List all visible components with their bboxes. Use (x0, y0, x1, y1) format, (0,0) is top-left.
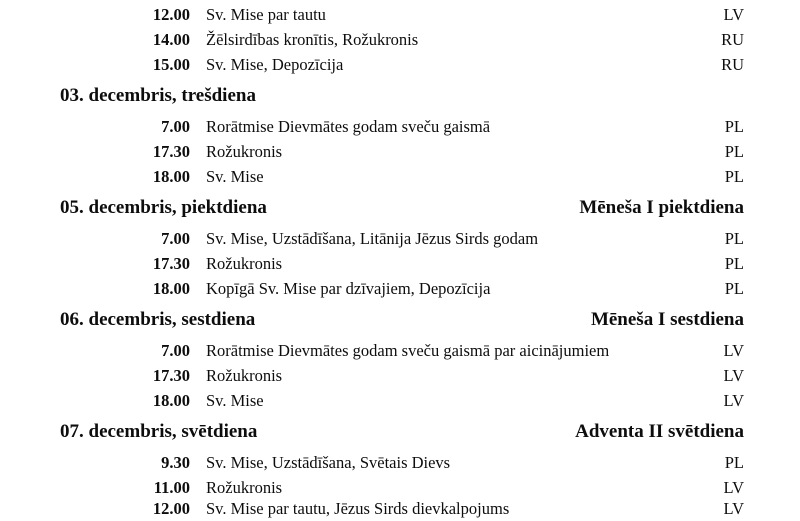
service-time: 14.00 (152, 30, 190, 49)
service-description: Sv. Mise, Uzstādīšana, Litānija Jēzus Sirds godam (206, 229, 539, 248)
schedule-row (60, 363, 744, 388)
service-language: RU (721, 30, 744, 49)
schedule-row (60, 2, 744, 27)
date-header-note: Mēneša I sestdiena (590, 309, 744, 330)
service-language: LV (723, 341, 744, 360)
service-description: Rožukronis (206, 478, 283, 497)
schedule-row (60, 226, 744, 251)
service-time: 17.30 (152, 142, 190, 161)
date-header-note: Mēneša I piektdiena (579, 197, 744, 218)
service-time: 7.00 (161, 229, 190, 248)
service-description: Sv. Mise par tautu (206, 5, 326, 24)
service-description: Rožukronis (206, 366, 283, 385)
service-language: RU (721, 55, 744, 74)
date-header-note: Adventa II svētdiena (575, 421, 744, 442)
service-language: LV (723, 478, 744, 497)
schedule-row (60, 388, 744, 413)
service-language: LV (723, 499, 744, 518)
service-language: LV (723, 391, 744, 410)
service-language: PL (724, 117, 744, 136)
service-language: PL (724, 142, 744, 161)
schedule-row (60, 496, 744, 521)
schedule-row (60, 338, 744, 363)
service-language: LV (723, 366, 744, 385)
schedule-row (60, 251, 744, 276)
service-description: Rožukronis (206, 142, 283, 161)
service-language: PL (724, 167, 744, 186)
service-description: Rožukronis (206, 254, 283, 273)
service-time: 18.00 (152, 391, 190, 410)
service-description: Kopīgā Sv. Mise par dzīvajiem, Depozīcija (206, 279, 491, 298)
schedule-row (60, 276, 744, 301)
service-time: 18.00 (152, 167, 190, 186)
service-time: 12.00 (152, 5, 190, 24)
service-description: Sv. Mise (206, 391, 264, 410)
schedule-row (60, 27, 744, 52)
date-header (60, 197, 744, 218)
service-description: Sv. Mise par tautu, Jēzus Sirds dievkalpojums (206, 499, 510, 518)
service-time: 18.00 (152, 279, 190, 298)
date-header (60, 85, 744, 106)
service-time: 12.00 (152, 499, 190, 518)
service-time: 7.00 (161, 117, 190, 136)
service-language: PL (724, 453, 744, 472)
date-header-label: 07. decembris, svētdiena (60, 421, 258, 442)
service-description: Sv. Mise (206, 167, 264, 186)
service-time: 15.00 (152, 55, 190, 74)
schedule-row (60, 164, 744, 189)
service-language: LV (723, 5, 744, 24)
service-time: 7.00 (161, 341, 190, 360)
service-description: Sv. Mise, Depozīcija (206, 55, 344, 74)
schedule-row (60, 114, 744, 139)
service-time: 11.00 (153, 478, 190, 497)
service-description: Žēlsirdības kronītis, Rožukronis (206, 30, 419, 49)
service-language: PL (724, 229, 744, 248)
service-time: 17.30 (152, 254, 190, 273)
service-time: 9.30 (161, 453, 190, 472)
schedule-row (60, 52, 744, 77)
service-language: PL (724, 254, 744, 273)
date-header-label: 05. decembris, piektdiena (60, 197, 267, 218)
date-header-label: 03. decembris, trešdiena (60, 85, 256, 106)
schedule-row (60, 450, 744, 475)
schedule-row (60, 139, 744, 164)
service-description: Sv. Mise, Uzstādīšana, Svētais Dievs (206, 453, 451, 472)
service-description: Rorātmise Dievmātes godam sveču gaismā (206, 117, 491, 136)
date-header (60, 421, 744, 442)
date-header (60, 309, 744, 330)
service-time: 17.30 (152, 366, 190, 385)
service-language: PL (724, 279, 744, 298)
service-description: Rorātmise Dievmātes godam sveču gaismā par aicinājumiem (206, 341, 610, 360)
date-header-label: 06. decembris, sestdiena (60, 309, 256, 330)
